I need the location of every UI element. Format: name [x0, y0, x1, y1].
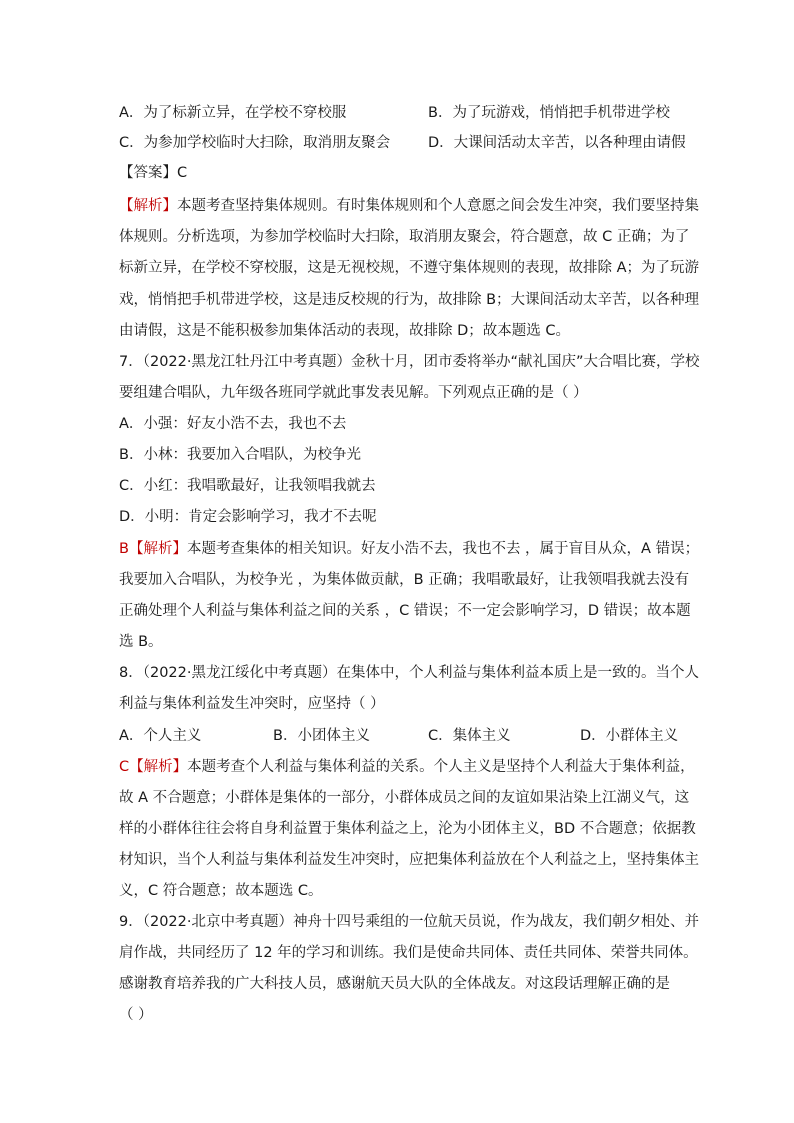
q7-analysis-line-2: 我要加入合唱队，为校争光 ，为集体做贡献，B 正确；我唱歌最好，让我领唱我就去没有 [119, 572, 690, 588]
q7-analysis-line-1: B【解析】本题考查集体的相关知识。好友小浩不去，我也不去 ，属于盲目从众，A 错误； [119, 541, 700, 557]
analysis-tag: B【解析】 [119, 541, 187, 557]
q8-option-b: B．小团体主义 [273, 728, 370, 744]
q6-analysis-line-3: 标新立异，在学校不穿校服，这是无视校规，不遵守集体规则的表现，故排除 A；为了玩游 [119, 260, 700, 276]
analysis-tag: 【解析】 [119, 198, 177, 214]
q7-option-b: B．小林：我要加入合唱队，为校争光 [119, 447, 361, 463]
q9-stem-line-4: （ ） [119, 1007, 153, 1023]
q8-option-c: C．集体主义 [428, 728, 511, 744]
q9-stem-line-2: 肩作战，共同经历了 12 年的学习和训练。我们是使命共同体、责任共同体、荣誉共同体。 [119, 945, 698, 961]
q7-analysis-line-4: 选 B。 [119, 634, 163, 650]
q6-answer: 【答案】C [119, 165, 188, 181]
q7-stem-line-2: 要组建合唱队，九年级各班同学就此事发表见解。下列观点正确的是（ ） [119, 385, 588, 401]
q8-stem-line-1: 8．（2022·黑龙江绥化中考真题）在集体中，个人利益与集体利益本质上是一致的。当个人 [119, 665, 699, 681]
q7-option-a: A．小强：好友小浩不去，我也不去 [119, 416, 347, 432]
q9-stem-line-3: 感谢教育培养我的广大科技人员，感谢航天员大队的全体战友。对这段话理解正确的是 [119, 976, 670, 992]
q7-option-d: D．小明：肯定会影响学习，我才不去呢 [119, 509, 377, 525]
q7-stem-line-1: 7．（2022·黑龙江牡丹江中考真题）金秋十月，团市委将举办“献礼国庆”大合唱比赛，学校 [119, 354, 700, 370]
q7-option-c: C．小红：我唱歌最好，让我领唱我就去 [119, 478, 376, 494]
q6-option-a: A．为了标新立异，在学校不穿校服 [119, 105, 347, 121]
q8-analysis-line-4: 材知识，当个人利益与集体利益发生冲突时，应把集体利益放在个人利益之上，坚持集体主 [119, 852, 699, 868]
q6-analysis-line-1: 【解析】本题考查坚持集体规则。有时集体规则和个人意愿之间会发生冲突，我们要坚持集 [119, 198, 699, 214]
q6-option-d: D．大课间活动太辛苦，以各种理由请假 [428, 135, 686, 151]
q6-option-c: C．为参加学校临时大扫除，取消朋友聚会 [119, 135, 391, 151]
q8-analysis-line-3: 样的小群体往往会将自身利益置于集体利益之上，沦为小团体主义，BD 不合题意；依据教 [119, 821, 696, 837]
q8-option-d: D．小群体主义 [580, 728, 679, 744]
q8-analysis-line-2: 故 A 不合题意；小群体是集体的一部分，小群体成员之间的友谊如果沾染上江湖义气，这 [119, 790, 690, 806]
q6-option-b: B．为了玩游戏，悄悄把手机带进学校 [428, 105, 670, 121]
q8-analysis-line-5: 义，C 符合题意；故本题选 C。 [119, 883, 323, 899]
q6-analysis-line-4: 戏，悄悄把手机带进学校，这是违反校规的行为，故排除 B；大课间活动太辛苦，以各种理 [119, 292, 700, 308]
q8-stem-line-2: 利益与集体利益发生冲突时，应坚持（ ） [119, 696, 385, 712]
q8-option-a: A．个人主义 [119, 728, 202, 744]
q9-stem-line-1: 9．（2022·北京中考真题）神舟十四号乘组的一位航天员说，作为战友，我们朝夕相处、并 [119, 914, 699, 930]
q7-analysis-line-3: 正确处理个人利益与集体利益之间的关系 ，C 错误；不一定会影响学习，D 错误；故本题 [119, 603, 691, 619]
analysis-tag: C【解析】 [119, 759, 188, 775]
q6-analysis-line-5: 由请假，这是不能积极参加集体活动的表现，故排除 D；故本题选 C。 [119, 323, 571, 339]
q8-analysis-line-1: C【解析】本题考查个人利益与集体利益的关系。个人主义是坚持个人利益大于集体利益， [119, 759, 695, 775]
q6-analysis-line-2: 体规则。分析选项，为参加学校临时大扫除，取消朋友聚会，符合题意，故 C 正确；为了 [119, 229, 690, 245]
